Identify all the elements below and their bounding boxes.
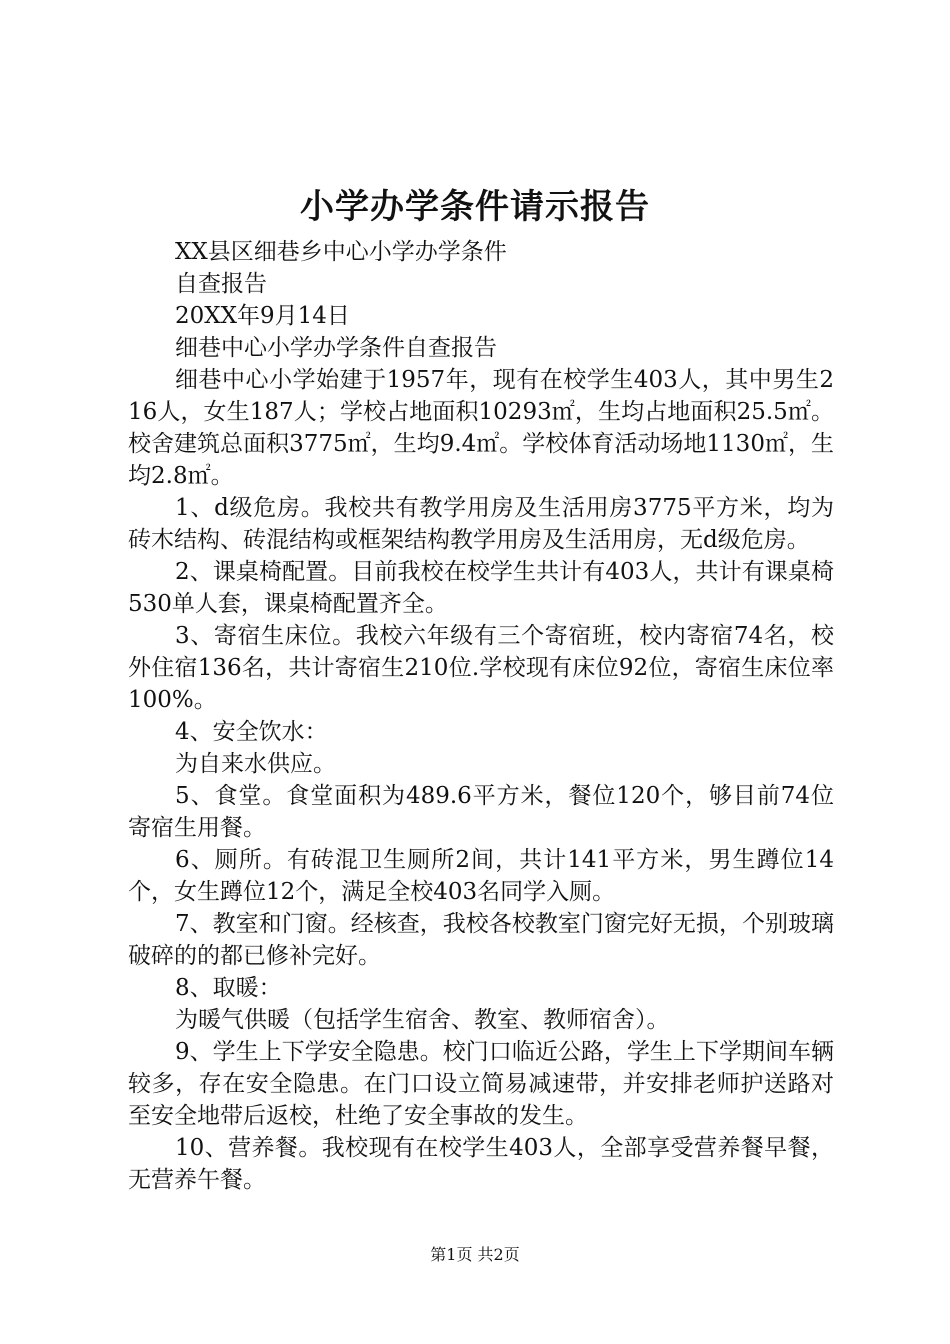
paragraph-item-4-detail: 为自来水供应。 (175, 751, 336, 777)
paragraph-item-10: 10、营养餐。我校现有在校学生403人，全部享受营养餐早餐，无营养午餐。 (128, 1135, 834, 1193)
page-footer: 第1页 共2页 (430, 1245, 520, 1264)
paragraph-item-8: 8、取暖： (175, 975, 282, 1001)
document-title: 小学办学条件请示报告 (300, 187, 650, 227)
paragraph-item-9: 9、学生上下学安全隐患。校门口临近公路，学生上下学期间车辆较多，存在安全隐患。在门口设立简易减速带，并安排老师护送路对至安全地带后返校，杜绝了安全事故的发生。 (128, 1039, 834, 1129)
paragraph-item-8-detail: 为暖气供暖（包括学生宿舍、教室、教师宿舍）。 (175, 1007, 670, 1033)
paragraph-item-6: 6、厕所。有砖混卫生厕所2间，共计141平方米，男生蹲位14个，女生蹲位12个，满足全校403名同学入厕。 (128, 847, 834, 905)
paragraph-heading-report: 自查报告 (175, 271, 267, 297)
paragraph-item-7: 7、教室和门窗。经核查，我校各校教室门窗完好无损，个别玻璃破碎的的都已修补完好。 (128, 911, 834, 969)
paragraph-item-5: 5、食堂。食堂面积为489.6平方米，餐位120个，够目前74位寄宿生用餐。 (128, 783, 834, 841)
paragraph-item-4: 4、安全饮水： (175, 719, 328, 745)
paragraph-item-2: 2、课桌椅配置。目前我校在校学生共计有403人，共计有课桌椅530单人套，课桌椅配置齐全。 (128, 559, 834, 617)
paragraph-date: 20XX年9月14日 (175, 303, 350, 329)
paragraph-item-3: 3、寄宿生床位。我校六年级有三个寄宿班，校内寄宿74名，校外住宿136名，共计寄宿生210位.学校现有床位92位，寄宿生床位率100%。 (128, 623, 834, 713)
paragraph-overview: 细巷中心小学始建于1957年，现有在校学生403人，其中男生216人，女生187人；学校占地面积10293㎡，生均占地面积25.5㎡。校舍建筑总面积3775㎡，生均9.4㎡。学校体育活动场地1130㎡，生均2.8㎡。 (128, 367, 834, 489)
paragraph-subtitle: 细巷中心小学办学条件自查报告 (175, 335, 497, 361)
document-body (128, 236, 834, 1196)
paragraph-item-1: 1、d级危房。我校共有教学用房及生活用房3775平方米，均为砖木结构、砖混结构或框架结构教学用房及生活用房，无d级危房。 (128, 495, 834, 553)
paragraph-heading-school: XX县区细巷乡中心小学办学条件 (175, 239, 507, 265)
